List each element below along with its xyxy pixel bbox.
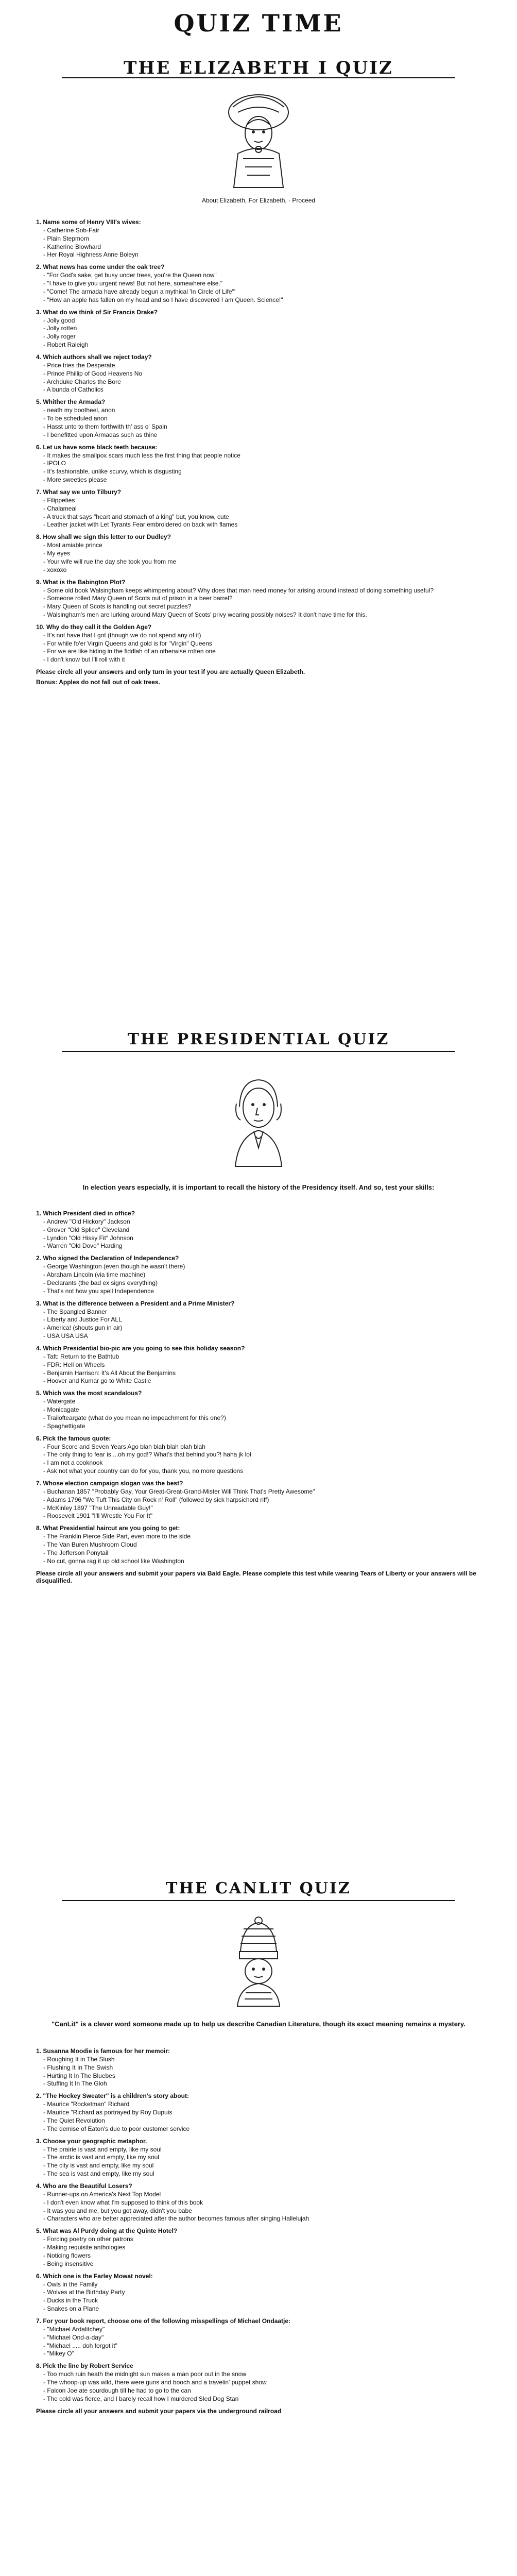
question-text: 7. What say we unto Tilbury? [36, 488, 122, 496]
answer-option[interactable]: - Stuffing It In The Gloh [43, 2080, 107, 2088]
question-text: 7. For your book report, choose one of the following misspellings of Michael Ondaatje: [36, 2317, 291, 2325]
answer-option[interactable]: - Four Score and Seven Years Ago blah blah blah blah blah [43, 1443, 205, 1450]
answer-option[interactable]: - Leather jacket with Let Tyrants Fear embroidered on back with flames [43, 521, 238, 529]
question-text: 8. What Presidential haircut are you going to get: [36, 1524, 180, 1532]
elizabeth-quiz-title: THE ELIZABETH I QUIZ [124, 58, 393, 78]
question [36, 218, 481, 259]
answer-option[interactable]: - Hoover and Kumar go to White Castle [43, 1377, 151, 1385]
answer-option[interactable]: - "Come! The armada have already begun a mythical 'In Circle of Life'" [43, 287, 236, 295]
answer-option[interactable]: - Prince Phillip of Good Heavens No [43, 369, 143, 377]
answer-option[interactable]: - "Michael Ardalitchey" [43, 2325, 105, 2333]
answer-option[interactable]: - Your wife will rue the day she took you from me [43, 557, 177, 565]
canlit-instructions: Please circle all your answers and submit your papers via the underground railroad [36, 2407, 282, 2415]
presidential-intro: In election years especially, it is important to recall the history of the Presidency itself. And so, test your skills: [82, 1183, 435, 1191]
answer-option[interactable]: - Maurice "Richard as portrayed by Roy Dupuis [43, 2109, 173, 2116]
canlit-quiz-title: THE CANLIT QUIZ [166, 1879, 351, 1897]
answer-option[interactable]: - George Washington (even though he wasn't there) [43, 1263, 185, 1270]
answer-option[interactable]: - No cut, gonna rag it up old school like Washington [43, 1557, 184, 1565]
answer-option[interactable]: - "I have to give you urgent news! But not here, somewhere else." [43, 280, 223, 287]
answer-option[interactable]: - The arctic is vast and empty, like my soul [43, 2154, 159, 2161]
question-text: 1. Which President died in office? [36, 1210, 135, 1217]
answer-option[interactable]: - I don't even know what I'm supposed to think of this book [43, 2198, 203, 2206]
answer-option[interactable]: - The Franklin Pierce Side Part, even more to the side [43, 1533, 191, 1540]
answer-option[interactable]: - Roosevelt 1901 "I'll Wrestle You For It" [43, 1512, 153, 1520]
answer-option[interactable]: - FDR: Hell on Wheels [43, 1361, 105, 1368]
answer-option[interactable]: - Katherine Blowhard [43, 243, 101, 250]
question-text: 2. "The Hockey Sweater" is a children's story about: [36, 2092, 189, 2100]
answer-option[interactable]: - I benefitted upon Armadas such as thine [43, 431, 158, 438]
answer-option[interactable]: - Abraham Lincoln (via time machine) [43, 1271, 146, 1279]
answer-option[interactable]: - It makes the smallpox scars much less the first thing that people notice [43, 451, 240, 459]
answer-option[interactable]: - Her Royal Highness Anne Boleyn [43, 251, 139, 259]
canlit-questions [36, 2047, 481, 2415]
answer-option[interactable]: - Walsingham's men are lurking around Mary Queen of Scots' privy wearing possibly noises? It don't have time for this. [43, 611, 367, 618]
elizabeth-bonus: Bonus: Apples do not fall out of oak trees. [36, 679, 160, 686]
answer-option[interactable]: - McKinley 1897 "The Unreadable Guy!" [43, 1504, 153, 1512]
answer-option[interactable]: - Grover "Old Splice" Cleveland [43, 1226, 130, 1233]
answer-option[interactable]: - Buchanan 1857 "Probably Gay, Your Great-Great-Grand-Mister Will Think That's Pretty Awesome" [43, 1487, 315, 1495]
elizabeth-questions [36, 218, 481, 686]
answer-option[interactable]: - Being insensitive [43, 2260, 94, 2267]
answer-option[interactable]: - "For God's sake, get busy under trees, you're the Queen now" [43, 272, 217, 279]
answer-option[interactable]: - Watergate [43, 1398, 76, 1405]
presidential-quiz-title: THE PRESIDENTIAL QUIZ [127, 1030, 390, 1048]
question [36, 488, 481, 529]
answer-option[interactable]: - The city is vast and empty, like my soul [43, 2162, 154, 2170]
answer-option[interactable]: - Plain Stepmom [43, 234, 89, 242]
answer-option[interactable]: - Jolly rotten [43, 325, 77, 332]
question-text: 10. Why do they call it the Golden Age? [36, 623, 152, 631]
answer-option[interactable]: - Ask not what your country can do for you, thank you, no more questions [43, 1467, 244, 1475]
question [36, 1524, 481, 1565]
answer-option[interactable]: - I don't know but I'll roll with it [43, 656, 125, 664]
question-text: 9. What is the Babington Plot? [36, 578, 126, 586]
question [36, 1210, 481, 1250]
answer-option[interactable]: - Catherine Sob-Fair [43, 227, 99, 234]
answer-option[interactable]: - It was you and me, but you got away, didn't you babe [43, 2207, 192, 2214]
hockey-toque-illustration [225, 1916, 292, 2008]
question-text: 7. Whose election campaign slogan was the best? [36, 1479, 183, 1487]
answer-option[interactable]: - Mary Queen of Scots is handling out secret puzzles? [43, 603, 192, 611]
answer-option[interactable]: - Flushing It In The Swish [43, 2063, 113, 2071]
question-text: 3. Choose your geographic metaphor. [36, 2137, 147, 2145]
answer-option[interactable]: - Most amiable prince [43, 541, 102, 549]
answer-option[interactable]: - Adams 1796 "We Tuft This City on Rock n' Roll" (followed by sick harpsichord riff) [43, 1496, 269, 1503]
answer-option[interactable]: - neath my bootheel, anon [43, 406, 115, 414]
answer-option[interactable]: - The Van Buren Mushroom Cloud [43, 1541, 137, 1549]
question-text: 1. Name some of Henry VIII's wives: [36, 218, 141, 226]
question-text: 6. Which one is the Farley Mowat novel: [36, 2272, 153, 2280]
answer-option[interactable]: - Andrew "Old Hickory" Jackson [43, 1218, 130, 1225]
answer-option[interactable]: - Lyndon "Old Hissy Fit" Johnson [43, 1234, 133, 1242]
question [36, 623, 481, 664]
question [36, 2182, 481, 2223]
question [36, 1389, 481, 1430]
question-text: 4. Which authors shall we reject today? [36, 353, 152, 361]
answer-option[interactable]: - "Michael ..... doh forgot it" [43, 2342, 117, 2349]
answer-option[interactable]: - USA USA USA [43, 1332, 88, 1340]
question-text: 8. How shall we sign this letter to our Dudley? [36, 533, 171, 541]
answer-option[interactable]: - Maurice "Rocketman" Richard [43, 2100, 130, 2108]
question-text: 5. What was Al Purdy doing at the Quinte Hotel? [36, 2227, 178, 2235]
question [36, 2092, 481, 2133]
queen-elizabeth-illustration [222, 92, 295, 190]
answer-option[interactable]: - Jolly roger [43, 333, 76, 341]
question-text: 2. Who signed the Declaration of Independence? [36, 1255, 179, 1262]
answer-option[interactable]: - "How an apple has fallen on my head and so I have discovered I am Queen. Science!" [43, 296, 283, 303]
answer-option[interactable]: - Roughing It in The Slush [43, 2056, 115, 2063]
answer-option[interactable]: - The whoop-up was wild, there were guns and booch and a travelin' puppet show [43, 2379, 267, 2386]
question-text: 6. Let us have some black teeth because: [36, 443, 158, 451]
question-text: 5. Whither the Armada? [36, 398, 106, 406]
answer-option[interactable]: - Ducks in the Truck [43, 2297, 98, 2304]
page-title: QUIZ TIME [174, 9, 343, 37]
question-text: 6. Pick the famous quote: [36, 1434, 111, 1442]
president-portrait-illustration [225, 1071, 292, 1168]
question [36, 398, 481, 439]
question [36, 1480, 481, 1520]
question [36, 2138, 481, 2178]
question-text: 3. What do we think of Sir Francis Drake? [36, 308, 158, 316]
answer-option[interactable]: - Chalameal [43, 504, 77, 512]
answer-option[interactable]: - Archduke Charles the Bore [43, 378, 121, 385]
answer-option[interactable]: - The demise of Eaton's due to poor customer service [43, 2125, 190, 2132]
answer-option[interactable]: - The Jefferson Ponytail [43, 1549, 109, 1556]
question [36, 2317, 481, 2358]
answer-option[interactable]: - Hurting It In The Bluebes [43, 2072, 115, 2079]
answer-option[interactable]: - Declarants (the bad ex signs everything) [43, 1279, 158, 1286]
answer-option[interactable]: - "Michael Ond-a-day" [43, 2333, 104, 2341]
presidential-questions [36, 1210, 481, 1584]
answer-option[interactable]: - For while fo'er Virgin Queens and gold is for "Virgin" Queens [43, 639, 212, 647]
question [36, 2362, 481, 2403]
answer-option[interactable]: - Making requisite anthologies [43, 2244, 126, 2251]
answer-option[interactable]: - The Spangled Banner [43, 1308, 107, 1315]
question [36, 533, 481, 574]
answer-option[interactable]: - Forcing poetry on other patrons [43, 2235, 133, 2243]
question [36, 263, 481, 304]
answer-option[interactable]: - Owls in the Family [43, 2280, 98, 2288]
answer-option[interactable]: - Jolly good [43, 316, 75, 324]
answer-option[interactable]: - America! (shouts gun in air) [43, 1324, 123, 1332]
canlit-intro: "CanLit" is a clever word someone made up to help us describe Canadian Literature, though its exact meaning remains a mystery. [51, 2020, 466, 2028]
answer-option[interactable]: - Noticing flowers [43, 2251, 91, 2259]
question [36, 2227, 481, 2268]
answer-option[interactable]: - Spaghettigate [43, 1422, 85, 1430]
answer-option[interactable]: - The sea is vast and empty, like my soul [43, 2170, 154, 2178]
answer-option[interactable]: - Trailofteargate (what do you mean no impeachment for this one?) [43, 1414, 226, 1421]
answer-option[interactable]: - It's not have that I got (though we do not spend any of it) [43, 631, 201, 639]
answer-option[interactable]: - The cold was fierce, and I barely recall how I murdered Sled Dog Stan [43, 2395, 239, 2402]
answer-option[interactable]: - I am not a cooknook [43, 1459, 103, 1467]
answer-option[interactable]: - To be scheduled anon [43, 415, 108, 422]
question-text: 4. Who are the Beautiful Losers? [36, 2182, 132, 2190]
question [36, 1300, 481, 1341]
answer-option[interactable]: - The only thing to fear is ...oh my god!? What's that behind you?! haha jk lol [43, 1451, 251, 1459]
answer-option[interactable]: - Some old book Walsingham keeps whimpering about? Why does that man need money for arising around instead of doing something useful? [43, 586, 434, 594]
answer-option[interactable]: - Monicagate [43, 1406, 79, 1414]
elizabeth-caption: About Elizabeth, For Elizabeth, · Proceed [201, 197, 316, 204]
question [36, 1255, 481, 1295]
question-text: 4. Which Presidential bio-pic are you going to see this holiday season? [36, 1344, 245, 1352]
answer-option[interactable]: - For we are like hiding in the fiddlah of an otherwise rotten one [43, 648, 216, 655]
answer-option[interactable]: - Hasst unto to them forthwith th' ass o' Spain [43, 422, 167, 430]
answer-option[interactable]: - Characters who are better appreciated after the author becomes famous after singing Hallelujah [43, 2215, 309, 2223]
question [36, 353, 481, 394]
question-text: 8. Pick the line by Robert Service [36, 2362, 133, 2370]
answer-option[interactable]: - Falcon Joe ate sourdough till he had to go to the can [43, 2386, 191, 2394]
answer-option[interactable]: - More sweeties please [43, 476, 107, 484]
presidential-instructions: Please circle all your answers and submit your papers via Bald Eagle. Please complete this test while wearing Tears of Liberty or your answers will be disqualified. [36, 1569, 476, 1584]
answer-option[interactable]: - Too much ruin heath the midnight sun makes a man poor out in the snow [43, 2370, 247, 2378]
question-text: 2. What news has come under the oak tree? [36, 263, 165, 271]
section-divider [62, 1051, 455, 1052]
answer-option[interactable]: - Snakes on a Plane [43, 2305, 99, 2313]
answer-option[interactable]: - Runner-ups on America's Next Top Model [43, 2190, 161, 2198]
question [36, 2273, 481, 2313]
section-divider [62, 1900, 455, 1901]
answer-option[interactable]: - Someone rolled Mary Queen of Scots out of prison in a beer barrel? [43, 595, 233, 602]
answer-option[interactable]: - IPOLO [43, 460, 66, 467]
question [36, 579, 481, 619]
answer-option[interactable]: - The Quiet Revolution [43, 2116, 105, 2124]
answer-option[interactable]: - Wolves at the Birthday Party [43, 2289, 125, 2296]
answer-option[interactable]: - My eyes [43, 550, 71, 557]
question [36, 2047, 481, 2088]
answer-option[interactable]: - Taft: Return to the Bathtub [43, 1352, 119, 1360]
answer-option[interactable]: - Liberty and Justice For ALL [43, 1316, 122, 1324]
question [36, 1345, 481, 1385]
question-text: 1. Susanna Moodie is famous for her memoir: [36, 2047, 170, 2055]
answer-option[interactable]: - xoxoxo [43, 566, 67, 573]
answer-option[interactable]: - It's fashionable, unlike scurvy, which is disgusting [43, 468, 182, 476]
answer-option[interactable]: - Price tries the Desperate [43, 361, 115, 369]
answer-option[interactable]: - Benjamin Harrison: It's All About the Benjamins [43, 1369, 176, 1377]
answer-option[interactable]: - Warren "Old Dove" Harding [43, 1242, 123, 1250]
answer-option[interactable]: - Robert Raleigh [43, 341, 89, 349]
answer-option[interactable]: - The prairie is vast and empty, like my soul [43, 2145, 162, 2153]
question-text: 3. What is the difference between a President and a Prime Minister? [36, 1299, 235, 1307]
question [36, 309, 481, 349]
answer-option[interactable]: - Filippeties [43, 496, 75, 504]
answer-option[interactable]: - That's not how you spell Independence [43, 1287, 154, 1295]
answer-option[interactable]: - "Mikey O" [43, 2350, 74, 2358]
question [36, 444, 481, 484]
answer-option[interactable]: - A bunda of Catholics [43, 386, 104, 394]
answer-option[interactable]: - A truck that says "heart and stomach of a king" but, you know, cute [43, 513, 229, 520]
question [36, 1435, 481, 1476]
question-text: 5. Which was the most scandalous? [36, 1389, 142, 1397]
elizabeth-instructions: Please circle all your answers and only turn in your test if you are actually Queen Elizabeth. [36, 668, 305, 676]
